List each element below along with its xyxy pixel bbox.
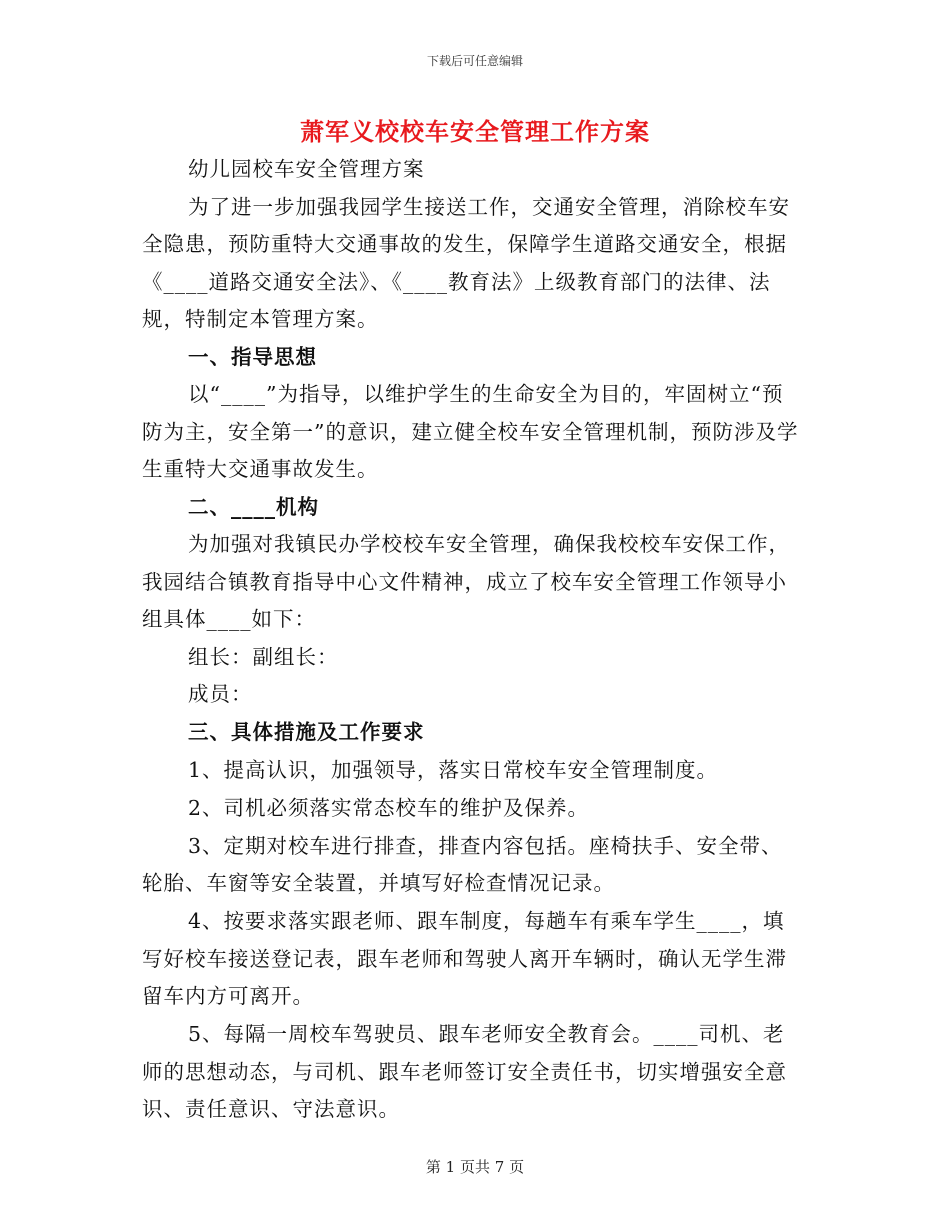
document-title: 萧军义校校车安全管理工作方案 (300, 117, 650, 146)
intro-paragraph: 为了进一步加强我园学生接送工作，交通安全管理，消除校车安全隐患，预防重特大交通事故的发生，保障学生道路交通安全，根据《____道路交通安全法》、《____教育法》上级教育部门的法律、法规，特制定本管理方案。 (142, 194, 790, 331)
page-header: 下载后可任意编辑 (426, 54, 523, 68)
section-heading-organization: 二、____机构 (188, 494, 319, 519)
measure-item-1: 1、提高认识，加强领导，落实日常校车安全管理制度。 (188, 757, 719, 782)
measure-item-5: 5、每隔一周校车驾驶员、跟车老师安全教育会。____司机、老师的思想动态，与司机、跟车老师签订安全责任书，切实增强安全意识、责任意识、守法意识。 (142, 1022, 787, 1121)
organization-paragraph: 为加强对我镇民办学校校车安全管理，确保我校校车安保工作，我园结合镇教育指导中心文件精神，成立了校车安全管理工作领导小组具体____如下： (142, 532, 790, 631)
section-heading-measures: 三、具体措施及工作要求 (188, 719, 425, 744)
section-heading-guiding-thought: 一、指导思想 (188, 344, 317, 369)
team-members-line: 成员： (188, 682, 253, 706)
measure-item-3: 3、定期对校车进行排查，排查内容包括。座椅扶手、安全带、轮胎、车窗等安全装置，并填写好检查情况记录。 (142, 833, 783, 895)
guiding-thought-paragraph: 以“____”为指导，以维护学生的生命安全为目的，牢固树立“预防为主，安全第一”的意识，建立健全校车安全管理机制，预防涉及学生重特大交通事故发生。 (142, 382, 799, 481)
measure-item-2: 2、司机必须落实常态校车的维护及保养。 (188, 795, 590, 820)
measure-item-4: 4、按要求落实跟老师、跟车制度，每趟车有乘车学生____，填写好校车接送登记表，跟车老师和驾驶人离开车辆时，确认无学生滞留车内方可离开。 (142, 909, 787, 1008)
document-body (142, 151, 802, 1129)
page-footer: 第 1 页共 7 页 (425, 1158, 525, 1176)
team-leader-line: 组长：副组长： (188, 644, 339, 669)
subtitle-paragraph: 幼儿园校车安全管理方案 (188, 157, 425, 181)
